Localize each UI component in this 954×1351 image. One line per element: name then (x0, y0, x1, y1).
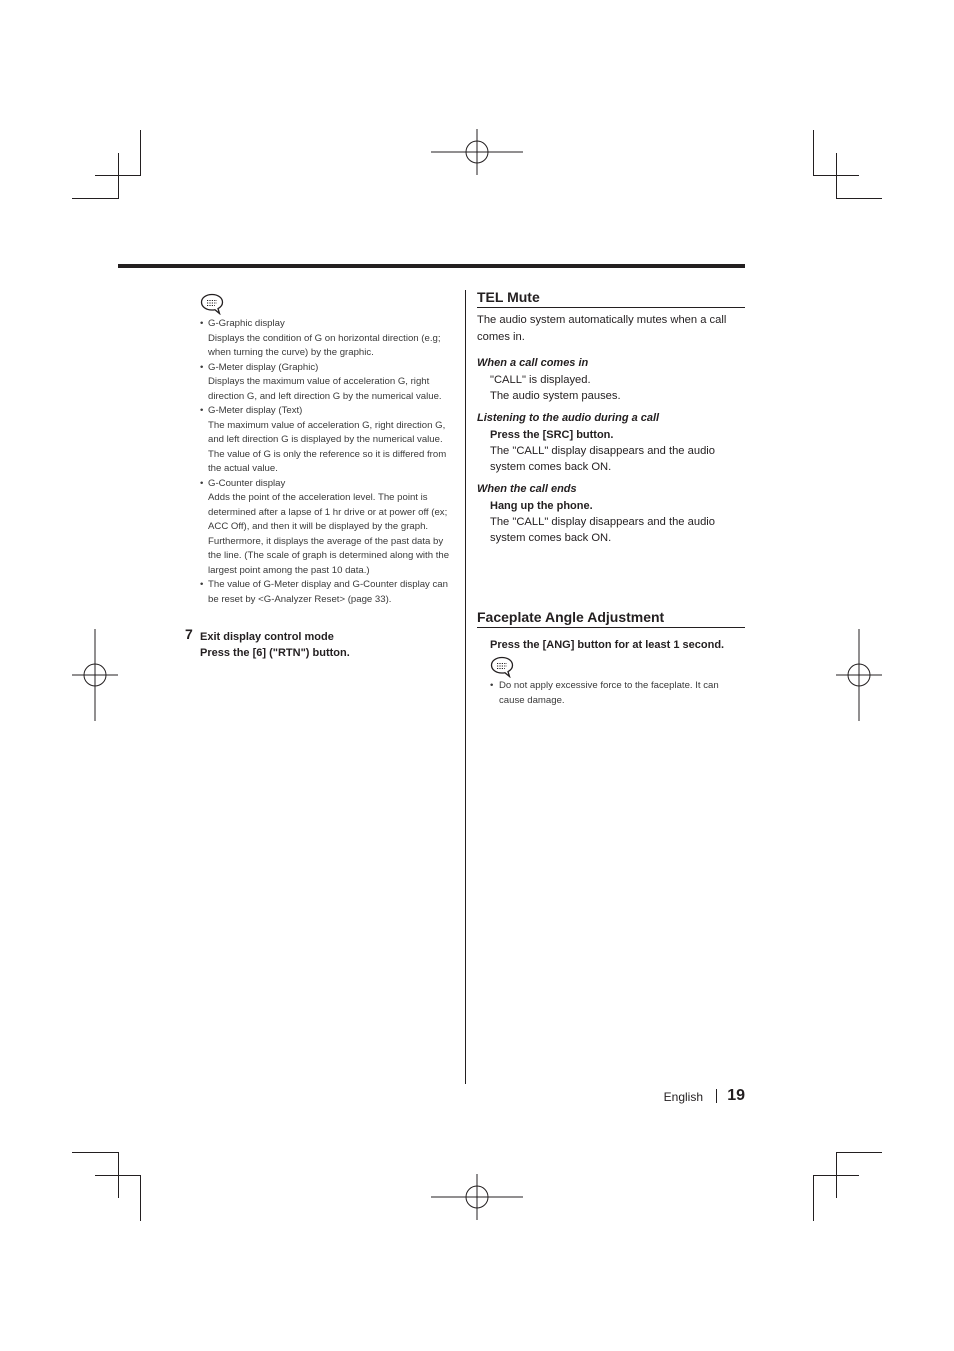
faceplate-note: • Do not apply excessive force to the faceplate. It can cause damage. (490, 679, 740, 708)
top-rule (118, 264, 745, 268)
registration-mark-top (431, 129, 523, 175)
call-comes-in-subheading: When a call comes in (477, 357, 589, 369)
listening-action: Press the [SRC] button. (490, 429, 614, 441)
listening-desc: The "CALL" display disappears and the audio system comes back ON. (490, 445, 716, 473)
note-speech-bubble-icon (490, 656, 514, 678)
footer-language: English (663, 1090, 703, 1104)
registration-mark-left (72, 629, 118, 721)
listening-subheading: Listening to the audio during a call (477, 412, 660, 424)
step-action: Press the [6] ("RTN") button. (200, 647, 350, 659)
footer-separator (716, 1089, 717, 1103)
page-footer (600, 1087, 745, 1107)
list-item: • G-Graphic display Displays the condition of G on horizontal direction (e.g; when turning the curve) by the graphic. (200, 317, 456, 361)
faceplate-action: Press the [ANG] button for at least 1 second. (490, 639, 725, 651)
step-number: 7 (185, 626, 193, 642)
left-column-notes (200, 293, 456, 607)
call-comes-in-line2: The audio system pauses. (490, 390, 621, 402)
note-bullet-list (200, 317, 456, 607)
registration-mark-bottom (431, 1174, 523, 1220)
note-speech-bubble-icon (200, 293, 224, 315)
faceplate-heading: Faceplate Angle Adjustment (477, 608, 745, 628)
call-ends-subheading: When the call ends (477, 483, 577, 495)
registration-mark-right (836, 629, 882, 721)
tel-mute-intro: The audio system automatically mutes when a call comes in. (477, 314, 727, 343)
list-item: • The value of G-Meter display and G-Counter display can be reset by <G-Analyzer Reset> (page 33). (200, 578, 456, 607)
column-divider (465, 290, 466, 1084)
call-ends-action: Hang up the phone. (490, 500, 593, 512)
page-number: 19 (727, 1087, 745, 1104)
tel-mute-heading: TEL Mute (477, 288, 745, 308)
call-ends-desc: The "CALL" display disappears and the audio system comes back ON. (490, 516, 716, 544)
list-item: • G-Meter display (Text) The maximum value of acceleration G, right direction G, and left direction G is displayed by the numerical value. The value of G is only the reference so it is differed from the actual value. (200, 404, 456, 477)
list-item: • G-Meter display (Graphic) Displays the maximum value of acceleration G, right direction G, and left direction G by the numerical value. (200, 361, 456, 405)
call-comes-in-line1: "CALL" is displayed. (490, 374, 591, 386)
list-item: • G-Counter display Adds the point of the acceleration level. The point is determined after a lapse of 1 hr drive or at power off (ex; ACC Off), and then it will be displayed by the graph. Furthermore, it displays the average of the past data by the line. (The scale of graph is determined along with the largest point among the past 10 data.) (200, 477, 456, 579)
step-title: Exit display control mode (200, 631, 334, 643)
